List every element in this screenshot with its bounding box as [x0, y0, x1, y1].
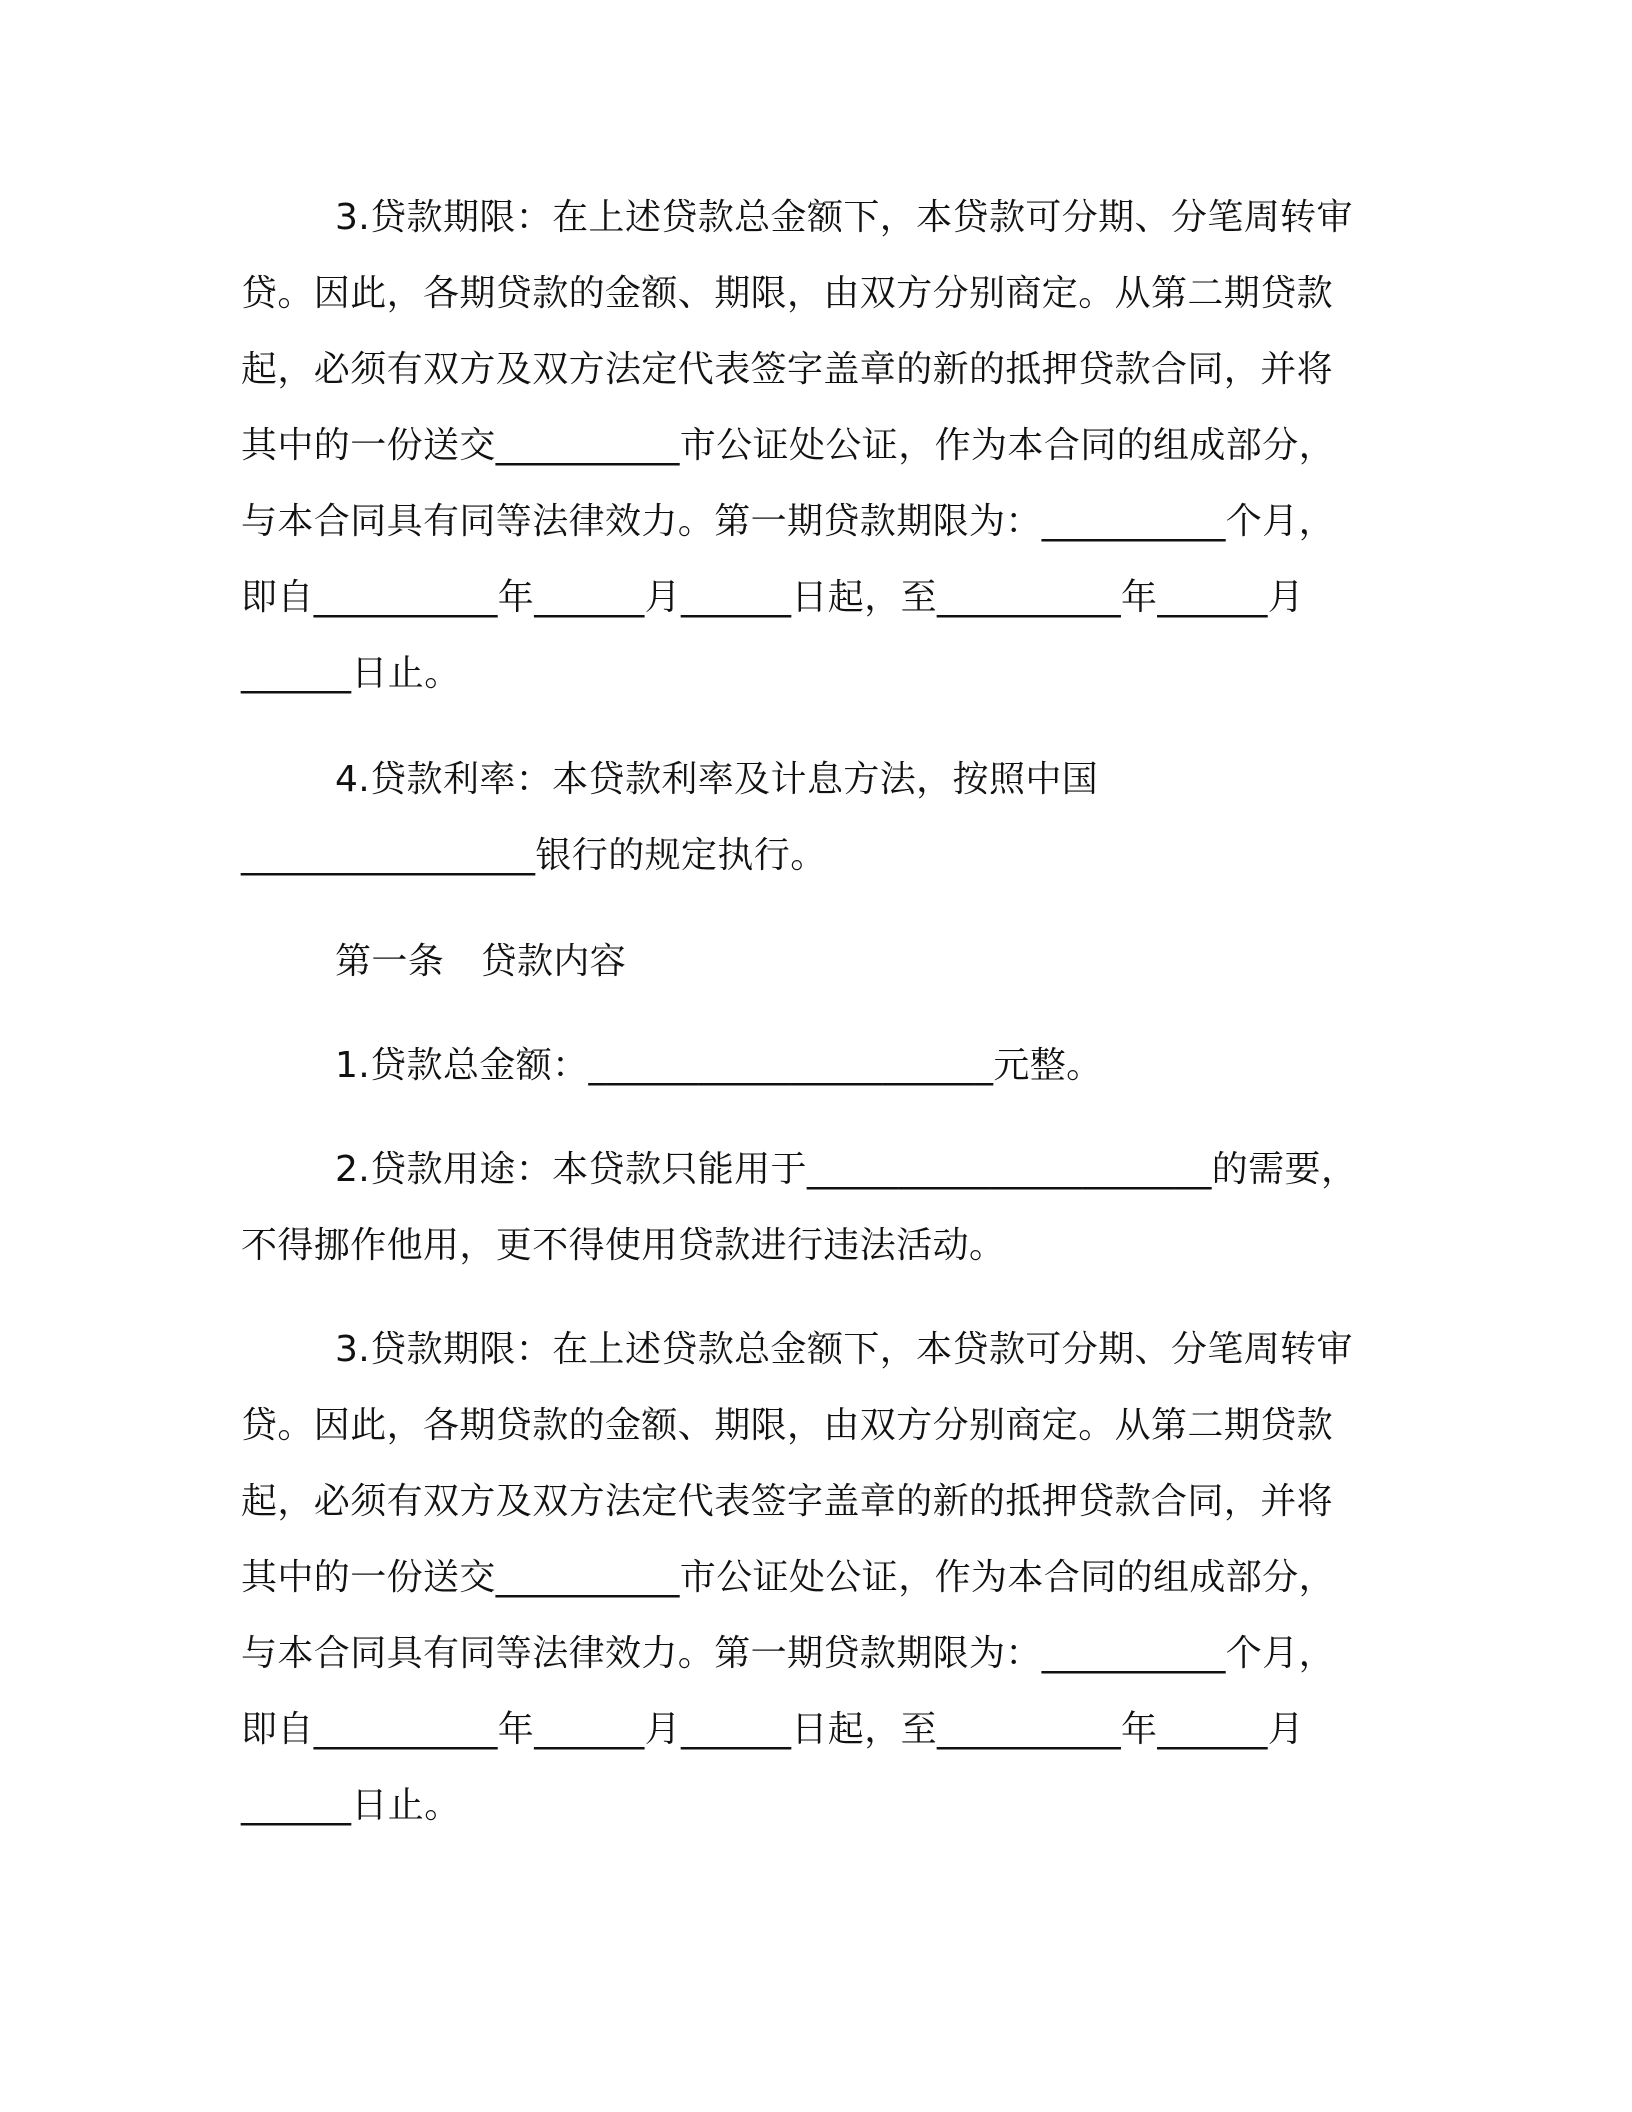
paragraph-6-line-3: 起，必须有双方及双方法定代表签字盖章的新的抵押贷款合同，并将: [241, 1481, 1334, 1522]
paragraph-6-line-6: 即自__________年______月______日起，至__________年______月: [241, 1709, 1305, 1750]
paragraph-5-line-2: 不得挪作他用，更不得使用贷款进行违法活动。: [241, 1225, 1006, 1266]
paragraph-6-line-2: 贷。因此，各期贷款的金额、期限，由双方分别商定。从第二期贷款: [241, 1405, 1334, 1446]
paragraph-6-line-1: 3.贷款期限：在上述贷款总金额下，本贷款可分期、分笔周转审: [335, 1329, 1353, 1370]
paragraph-6-line-4: 其中的一份送交__________市公证处公证，作为本合同的组成部分，: [241, 1557, 1336, 1598]
paragraph-6-line-7: ______日止。: [241, 1785, 461, 1826]
paragraph-6-line-5: 与本合同具有同等法律效力。第一期贷款期限为：__________个月，: [241, 1633, 1336, 1674]
paragraph-1-line-6: 即自__________年______月______日起，至__________年______月: [241, 577, 1305, 618]
paragraph-4-line-1: 1.贷款总金额：______________________元整。: [335, 1045, 1103, 1086]
paragraph-1-line-2: 贷。因此，各期贷款的金额、期限，由双方分别商定。从第二期贷款: [241, 273, 1334, 314]
paragraph-2-line-1: 4.贷款利率：本贷款利率及计息方法，按照中国: [335, 759, 1099, 800]
paragraph-2-line-2: ________________银行的规定执行。: [241, 835, 827, 876]
paragraph-1-line-1: 3.贷款期限：在上述贷款总金额下，本贷款可分期、分笔周转审: [335, 197, 1353, 238]
paragraph-1-line-7: ______日止。: [241, 653, 461, 694]
paragraph-1-line-3: 起，必须有双方及双方法定代表签字盖章的新的抵押贷款合同，并将: [241, 349, 1334, 390]
paragraph-1-line-4: 其中的一份送交__________市公证处公证，作为本合同的组成部分，: [241, 425, 1336, 466]
section-heading: 第一条 贷款内容: [335, 941, 627, 982]
paragraph-1-line-5: 与本合同具有同等法律效力。第一期贷款期限为：__________个月，: [241, 501, 1336, 542]
paragraph-5-line-1: 2.贷款用途：本贷款只能用于______________________的需要，: [335, 1149, 1358, 1190]
